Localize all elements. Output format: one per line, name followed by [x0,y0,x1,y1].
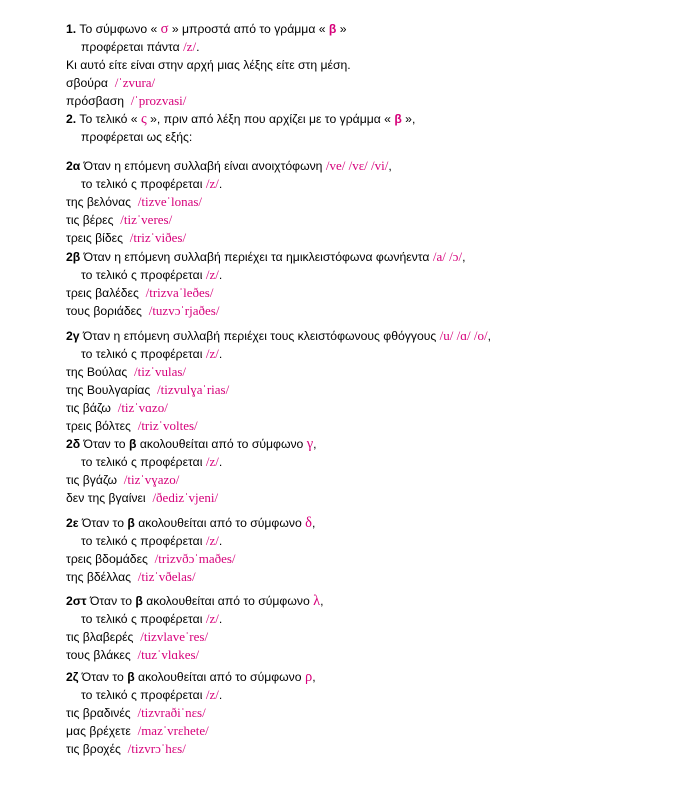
ipa-transcription: /tizvrɔˈhɛs/ [127,741,186,756]
section-number: 2ε [66,516,79,530]
rule-text: το τελικό ς προφέρεται [81,688,206,702]
rule-text: Όταν η επόμενη συλλαβή είναι ανοιχτόφωνη [80,159,326,173]
rule-text: ακολουθείται από το σύμφωνο [134,516,306,530]
section-number: 1. [66,22,77,36]
rule-text: , [487,329,492,343]
example-row [66,302,666,320]
example-word: τους βοριάδες [66,304,142,318]
example-word: τις βραδινές [66,706,131,720]
letter-symbol: ρ [304,669,313,685]
letter-symbol: δ [305,515,312,531]
example-word: πρόσβαση [66,94,124,108]
section-2z [66,668,666,758]
example-word: της Βούλας [66,365,128,379]
example-row [66,722,666,740]
ipa-transcription: /ˈzvura/ [114,75,156,90]
rule-text: . [218,455,223,469]
example-row [66,381,666,399]
rule-text: Όταν η επόμενη συλλαβή περιέχει τους κλειστόφωνους φθόγγους [79,329,440,343]
rule-line: Κι αυτό είτε είναι στην αρχή μιας λέξης είτε στη μέση. [66,58,351,72]
rule-line [66,175,666,193]
rule-text: Όταν το [80,437,129,451]
example-word: της Βουλγαρίας [66,383,151,397]
ipa-transcription: /z/ [205,454,219,469]
ipa-transcription: /a/ /ɔ/ [432,249,463,264]
rule-heading [66,592,666,610]
rule-heading [66,248,666,266]
rule-heading [66,157,666,175]
rule-text: , [388,159,392,173]
example-row [66,471,666,489]
rule-line [66,686,666,704]
rule-text: . [218,347,223,361]
example-word: σβούρα [66,76,108,90]
example-word: τις βάζω [66,401,111,415]
rule-text: , [311,516,316,530]
ipa-transcription: /tizveˈlonas/ [137,194,203,209]
rule-text: ακολουθείται από το σύμφωνο [136,437,307,451]
ipa-transcription: /tuzvɔˈrjaðes/ [148,303,220,318]
rule-text: . [218,534,223,548]
example-word: τις βροχές [66,742,121,756]
rule-text: . [218,688,223,702]
section-number: 2α [66,159,81,173]
example-row [66,417,666,435]
rule-text: Το τελικό « [76,112,141,126]
rule-text: Όταν το [78,670,128,684]
ipa-transcription: /tizvulɣaˈrias/ [157,382,230,397]
ipa-transcription: /z/ [205,687,219,702]
example-word: της βελόνας [66,195,131,209]
rule-line [66,266,666,284]
ipa-transcription: /z/ [205,176,219,191]
rule-text: Όταν το [86,594,136,608]
rule-heading [66,20,666,38]
example-row [66,740,666,758]
section-number: 2γ [66,329,80,343]
example-row [66,284,666,302]
ipa-transcription: /ðedizˈvjeni/ [152,490,219,505]
section-2b [66,248,666,320]
rule-text: προφέρεται πάντα [81,40,184,54]
example-row [66,363,666,381]
example-word: τους βλάκες [66,648,131,662]
ipa-transcription: /tizˈvðelas/ [137,569,196,584]
section-number: 2στ [66,594,87,608]
example-row [66,646,666,664]
letter-symbol: β [127,516,135,530]
ipa-transcription: /tizˈvɣazo/ [123,472,180,487]
section-2st [66,592,666,664]
ipa-transcription: /trizˈviðes/ [129,230,187,245]
ipa-transcription: /tizˈvɑzo/ [117,400,168,415]
section-2a [66,157,666,247]
example-row [66,193,666,211]
section-2d [66,435,666,507]
letter-symbol: β [135,594,143,608]
example-word: δεν της βγαίνει [66,491,146,505]
example-row [66,211,666,229]
ipa-transcription: /z/ [205,267,219,282]
example-word: μας βρέχετε [66,724,131,738]
section-2e [66,514,666,586]
rule-text: . [218,177,223,191]
example-row [66,229,666,247]
rule-text: », [401,112,416,126]
example-word: τρεις βαλέδες [66,286,139,300]
rule-text: ακολουθείται από το σύμφωνο [134,670,305,684]
ipa-transcription: /u/ /ɑ/ /o/ [439,328,488,343]
section-number: 2δ [66,437,81,451]
rule-line [66,345,666,363]
section-number: 2β [66,250,81,264]
ipa-transcription: /trizvaˈleðes/ [145,285,214,300]
example-word: τις βγάζω [66,473,118,487]
rule-heading [66,327,666,345]
example-row [66,74,666,92]
example-word: της βδέλλας [66,570,132,584]
ipa-transcription: /tizˈveres/ [120,212,173,227]
rule-heading [66,514,666,532]
example-row [66,628,666,646]
ipa-transcription: /tizvraðiˈnɛs/ [137,705,206,720]
rule-line: προφέρεται ως εξής: [81,130,193,144]
rule-text: , [313,437,317,451]
rule-text: το τελικό ς προφέρεται [81,455,206,469]
letter-symbol: σ [160,21,169,37]
rule-text: το τελικό ς προφέρεται [81,177,206,191]
rule-text: το τελικό ς προφέρεται [81,534,206,548]
ipa-transcription: /ve/ /vɛ/ /vi/ [325,158,389,173]
rule-text: το τελικό ς προφέρεται [81,347,206,361]
rule-heading [66,110,666,128]
letter-symbol: ς [140,111,147,127]
example-row [66,399,666,417]
rule-heading [66,668,666,686]
ipa-transcription: /z/ [205,346,219,361]
ipa-transcription: /tuzˈvlɑkes/ [137,647,200,662]
letter-symbol: β [128,437,137,451]
rule-text: , [320,594,324,608]
example-word: τρεις βίδες [66,231,123,245]
section-1 [66,20,666,110]
example-word: τις βέρες [66,213,114,227]
ipa-transcription: /trizˈvoltes/ [137,418,198,433]
rule-line [66,453,666,471]
rule-line [66,532,666,550]
rule-line [66,610,666,628]
ipa-transcription: /trizvðɔˈmaðes/ [154,551,236,566]
rule-text: Το σύμφωνο « [76,22,161,36]
rule-text: , [312,670,316,684]
rule-text: . [218,268,223,282]
letter-symbol: β [127,670,135,684]
section-2 [66,110,666,146]
section-number: 2ζ [66,670,79,684]
ipa-transcription: /tizvlaveˈres/ [140,629,209,644]
example-row [66,568,666,586]
ipa-transcription: /z/ [205,533,219,548]
example-word: τρεις βόλτες [66,419,131,433]
letter-symbol: λ [313,593,321,609]
example-row [66,92,666,110]
ipa-transcription: /tizˈvulas/ [134,364,187,379]
letter-symbol: γ [306,436,314,452]
rule-text: » [336,22,347,36]
example-row [66,550,666,568]
rule-text: το τελικό ς προφέρεται [81,268,206,282]
ipa-transcription: /z/ [183,39,197,54]
example-word: τις βλαβερές [66,630,134,644]
rule-text: . [218,612,223,626]
section-number: 2. [66,112,77,126]
letter-symbol: β [328,22,337,36]
rule-text: . [196,40,200,54]
rule-text: το τελικό ς προφέρεται [81,612,206,626]
rule-text: », πριν από λέξη που αρχίζει με το γράμμα « [146,112,395,126]
example-row [66,489,666,507]
example-row [66,704,666,722]
rule-text: » μπροστά από το γράμμα « [168,22,329,36]
rule-text: , [462,250,466,264]
example-word: τρεις βδομάδες [66,552,148,566]
ipa-transcription: /ˈprozvasi/ [130,93,187,108]
ipa-transcription: /mazˈvrɛhete/ [137,723,209,738]
rule-text: ακολουθείται από το σύμφωνο [142,594,314,608]
ipa-transcription: /z/ [205,611,219,626]
letter-symbol: β [394,112,402,126]
section-2g [66,327,666,435]
rule-line [66,38,666,56]
rule-text: Όταν η επόμενη συλλαβή περιέχει τα ημικλειστόφωνα φωνήεντα [80,250,433,264]
rule-heading [66,435,666,453]
rule-text: Όταν το [78,516,128,530]
